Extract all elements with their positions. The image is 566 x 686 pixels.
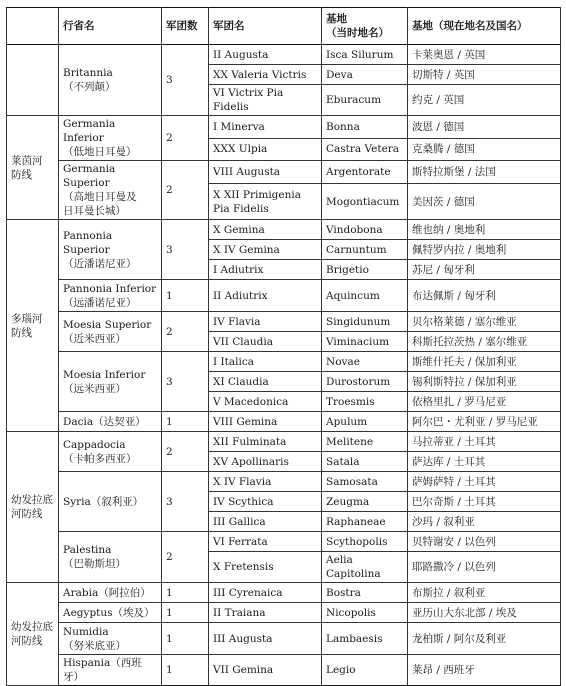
legion-count-cell: 1 [162, 655, 209, 686]
legion-count-cell: 2 [162, 312, 209, 352]
base-modern-cell: 约克 / 英国 [408, 85, 561, 116]
province-name: Cappadocia [63, 438, 126, 451]
base-ancient-cell: Mogontiacum [322, 184, 408, 220]
base-modern-cell: 布达佩斯 / 匈牙利 [408, 280, 561, 312]
province-name: Pannonia Inferior [63, 282, 157, 295]
header-base-modern: 基地（现在地名及国名） [408, 8, 561, 45]
legion-name-cell: X IV Flavia [209, 472, 322, 492]
base-ancient-cell: Bonna [322, 116, 408, 139]
base-ancient-cell: Aquincum [322, 280, 408, 312]
table-row [7, 161, 561, 184]
province-cell [59, 280, 162, 312]
legion-count-cell: 2 [162, 161, 209, 220]
legion-count-cell: 2 [162, 116, 209, 161]
table-row [7, 603, 561, 623]
province-cell [59, 655, 162, 686]
base-ancient-cell: Castra Vetera [322, 138, 408, 161]
legion-name-cell: VIII Gemina [209, 412, 322, 432]
base-modern-cell: 龙柏斯 / 阿尔及利亚 [408, 623, 561, 655]
header-legion-count: 军团数 [162, 8, 209, 45]
legion-table [6, 7, 561, 686]
table-row [7, 472, 561, 492]
legion-name-cell: IV Scythica [209, 492, 322, 512]
base-ancient-cell: Aelia Capitolina [322, 552, 408, 583]
base-modern-cell: 沙玛 / 叙利亚 [408, 512, 561, 532]
legion-name-cell: XX Valeria Victris [209, 65, 322, 85]
legion-name-cell: I Minerva [209, 116, 322, 139]
legion-count-cell: 1 [162, 412, 209, 432]
table-row [7, 412, 561, 432]
legion-name-cell: XII Fulminata [209, 432, 322, 452]
base-modern-cell: 卡莱奥恩 / 英国 [408, 45, 561, 65]
base-ancient-cell: Isca Silurum [322, 45, 408, 65]
base-ancient-cell: Novae [322, 352, 408, 372]
base-ancient-cell: Samosata [322, 472, 408, 492]
province-cell [59, 116, 162, 161]
base-ancient-cell: Troesmis [322, 392, 408, 412]
province-chinese-name: （不列颠） [63, 81, 116, 93]
table-row [7, 352, 561, 372]
defense-zone-cell: 幼发拉底 河防线 [7, 583, 59, 686]
header-province: 行省名 [59, 8, 162, 45]
base-ancient-cell: Argentorate [322, 161, 408, 184]
base-modern-cell: 巴尔奇斯 / 土耳其 [408, 492, 561, 512]
base-modern-cell: 佩特罗内拉 / 奥地利 [408, 240, 561, 260]
base-modern-cell: 斯维什托夫 / 保加利亚 [408, 352, 561, 372]
table-row [7, 583, 561, 603]
legion-name-cell: XI Claudia [209, 372, 322, 392]
base-ancient-cell: Scythopolis [322, 532, 408, 552]
base-modern-cell: 马拉蒂亚 / 土耳其 [408, 432, 561, 452]
legion-name-cell: X Fretensis [209, 552, 322, 583]
base-modern-cell: 科斯托拉茨热 / 塞尔维亚 [408, 332, 561, 352]
table-row [7, 655, 561, 686]
base-ancient-cell: Durostorum [322, 372, 408, 392]
base-modern-cell: 斯特拉斯堡 / 法国 [408, 161, 561, 184]
legion-name-cell: X Gemina [209, 220, 322, 240]
legion-name-cell: I Italica [209, 352, 322, 372]
legion-name-cell: VII Claudia [209, 332, 322, 352]
legion-count-cell: 2 [162, 532, 209, 583]
table-row [7, 312, 561, 332]
legion-name-cell: VI Ferrata [209, 532, 322, 552]
defense-zone-cell: 莱茵河 防线 [7, 116, 59, 220]
base-modern-cell: 布斯拉 / 叙利亚 [408, 583, 561, 603]
legion-name-cell: X IV Gemina [209, 240, 322, 260]
base-ancient-cell: Brigetio [322, 260, 408, 280]
province-chinese-name: （远米西亚） [63, 382, 126, 395]
legion-name-cell: IV Flavia [209, 312, 322, 332]
legion-name-cell: III Cyrenaica [209, 583, 322, 603]
header-base-ancient: 基地 （当时地名） [322, 8, 408, 45]
header-zone [7, 8, 59, 45]
legion-name-cell: II Adiutrix [209, 280, 322, 312]
legion-name-cell: II Augusta [209, 45, 322, 65]
province-name: Numidia [63, 625, 109, 638]
base-modern-cell: 贝尔格莱德 / 塞尔维亚 [408, 312, 561, 332]
province-name: Germania Superior [63, 163, 116, 189]
defense-zone-cell: 幼发拉底 河防线 [7, 432, 59, 583]
province-chinese-name: （近米西亚） [63, 332, 126, 345]
province-name: Germania Inferior [63, 118, 116, 144]
province-chinese-name: （努米底亚） [63, 639, 126, 652]
legion-name-cell: II Traiana [209, 603, 322, 623]
base-modern-cell: 亚历山大东北部 / 埃及 [408, 603, 561, 623]
base-ancient-cell: Bostra [322, 583, 408, 603]
province-cell [59, 583, 162, 603]
province-chinese-name: （近潘诺尼亚） [63, 257, 137, 270]
legion-name-cell: VII Gemina [209, 655, 322, 686]
province-name: Britannia [63, 67, 113, 79]
base-modern-cell: 锡利斯特拉 / 保加利亚 [408, 372, 561, 392]
province-cell [59, 352, 162, 412]
province-chinese-name: （卡帕多西亚） [63, 452, 137, 465]
province-name: Moesia Superior [63, 318, 152, 331]
province-cell [59, 161, 162, 220]
base-ancient-cell: Apulum [322, 412, 408, 432]
province-chinese-name: （高地日耳曼及 日耳曼长城） [63, 191, 137, 217]
legion-name-cell: X XII Primigenia Pia Fidelis [209, 184, 322, 220]
base-ancient-cell: Melitene [322, 432, 408, 452]
base-ancient-cell: Eburacum [322, 85, 408, 116]
legion-name-cell: XV Apollinaris [209, 452, 322, 472]
base-ancient-cell: Singidunum [322, 312, 408, 332]
base-modern-cell: 萨姆萨特 / 土耳其 [408, 472, 561, 492]
base-ancient-cell: Viminacium [322, 332, 408, 352]
legion-table-wrapper [6, 7, 561, 686]
base-modern-cell: 维也纳 / 奥地利 [408, 220, 561, 240]
province-chinese-name: （远潘诺尼亚） [63, 296, 137, 309]
base-modern-cell: 萨达库 / 土耳其 [408, 452, 561, 472]
legion-count-cell: 3 [162, 220, 209, 280]
table-row [7, 116, 561, 139]
base-ancient-cell: Satala [322, 452, 408, 472]
base-modern-cell: 美因茨 / 德国 [408, 184, 561, 220]
base-ancient-cell: Carnuntum [322, 240, 408, 260]
legion-count-cell: 1 [162, 583, 209, 603]
table-row [7, 432, 561, 452]
legion-name-cell: VI Victrix Pia Fidelis [209, 85, 322, 116]
base-modern-cell: 依格里扎 / 罗马尼亚 [408, 392, 561, 412]
legion-count-cell: 3 [162, 352, 209, 412]
base-ancient-cell: Vindobona [322, 220, 408, 240]
base-ancient-cell: Lambaesis [322, 623, 408, 655]
base-modern-cell: 苏尼 / 匈牙利 [408, 260, 561, 280]
base-modern-cell: 克桑腾 / 德国 [408, 138, 561, 161]
province-name: Dacia（达契亚） [63, 415, 146, 428]
defense-zone-cell: 多瑙河 防线 [7, 220, 59, 432]
province-name: Pannonia Superior [63, 229, 113, 256]
legion-name-cell: XXX Ulpia [209, 138, 322, 161]
province-cell [59, 603, 162, 623]
province-cell [59, 432, 162, 472]
base-ancient-cell: Nicopolis [322, 603, 408, 623]
province-name: Aegyptus（埃及） [63, 606, 155, 619]
province-cell [59, 412, 162, 432]
province-cell [59, 623, 162, 655]
defense-zone-cell [7, 45, 59, 116]
province-cell [59, 312, 162, 352]
table-body [7, 45, 561, 686]
legion-name-cell: V Macedonica [209, 392, 322, 412]
base-modern-cell: 贝特谢安 / 以色列 [408, 532, 561, 552]
province-chinese-name: （低地日耳曼） [63, 146, 137, 158]
province-name: Moesia Inferior [63, 368, 146, 381]
base-ancient-cell: Legio [322, 655, 408, 686]
legion-count-cell: 3 [162, 472, 209, 532]
province-chinese-name: （巴勒斯坦） [63, 558, 126, 570]
province-name: Arabia（阿拉伯） [63, 586, 151, 599]
table-row [7, 220, 561, 240]
table-row [7, 623, 561, 655]
legion-count-cell: 1 [162, 280, 209, 312]
legion-name-cell: I Adiutrix [209, 260, 322, 280]
table-row [7, 280, 561, 312]
province-cell [59, 532, 162, 583]
header-legion-name: 军团名 [209, 8, 322, 45]
province-cell [59, 45, 162, 116]
header-row [7, 8, 561, 45]
legion-name-cell: VIII Augusta [209, 161, 322, 184]
base-ancient-cell: Raphaneae [322, 512, 408, 532]
province-name: Syria（叙利亚） [63, 495, 144, 508]
legion-count-cell: 3 [162, 45, 209, 116]
base-ancient-cell: Deva [322, 65, 408, 85]
legion-name-cell: III Augusta [209, 623, 322, 655]
legion-count-cell: 1 [162, 603, 209, 623]
province-name: Palestina [63, 544, 112, 556]
base-modern-cell: 波恩 / 德国 [408, 116, 561, 139]
base-modern-cell: 耶路撒冷 / 以色列 [408, 552, 561, 583]
legion-name-cell: III Gallica [209, 512, 322, 532]
legion-count-cell: 2 [162, 432, 209, 472]
table-row [7, 532, 561, 552]
base-modern-cell: 莱昂 / 西班牙 [408, 655, 561, 686]
base-modern-cell: 切斯特 / 英国 [408, 65, 561, 85]
base-ancient-cell: Zeugma [322, 492, 408, 512]
province-name: Hispania（西班牙） [63, 657, 142, 683]
table-row [7, 45, 561, 65]
province-cell [59, 472, 162, 532]
base-modern-cell: 阿尔巴・尤利亚 / 罗马尼亚 [408, 412, 561, 432]
province-cell [59, 220, 162, 280]
legion-count-cell: 1 [162, 623, 209, 655]
